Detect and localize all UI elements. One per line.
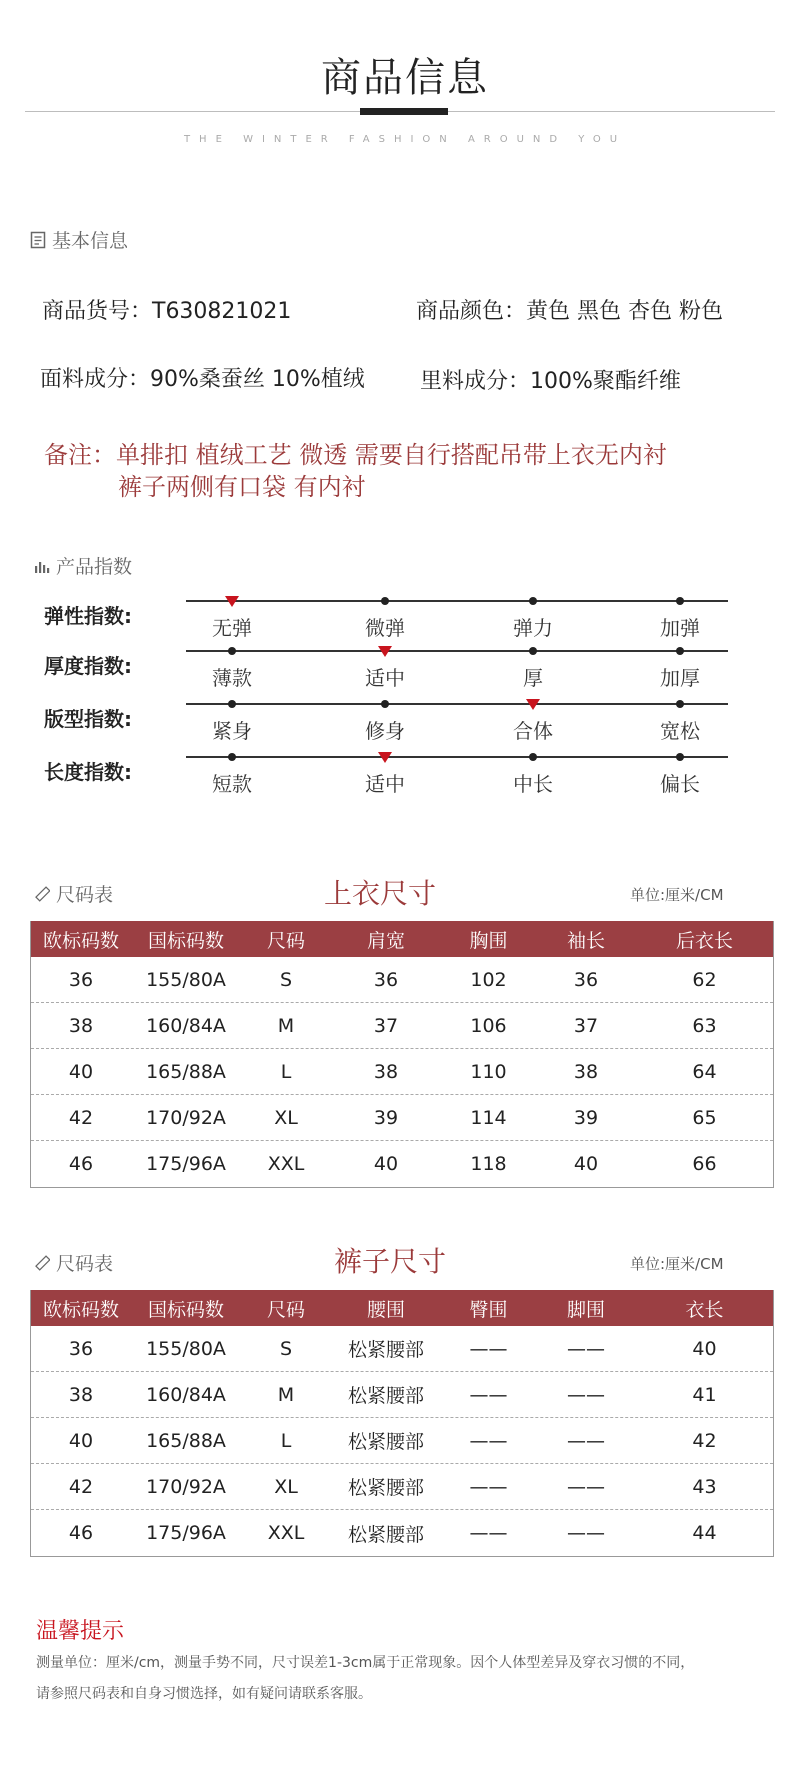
scale-dot [228,700,236,708]
table-row [31,1141,773,1187]
scale-dot [381,597,389,605]
table-cell: 38 [373,1060,399,1083]
table-cell: S [279,968,293,991]
table-cell: 175/96A [146,1153,226,1175]
product-index-heading [34,552,132,579]
column-header: 衣长 [685,1298,724,1321]
table-cell: 64 [692,1060,717,1083]
table-cell: L [280,1429,292,1452]
index-option: 厚 [523,666,543,690]
table-cell: 42 [68,1475,94,1498]
pants-size-table [30,1290,774,1557]
table-row [31,1464,773,1510]
table-cell: 118 [470,1153,507,1175]
table-cell: —— [567,1475,605,1498]
scale-dot [676,700,684,708]
table-cell: XXL [267,1522,305,1544]
table-cell: —— [469,1522,508,1544]
table-row [31,1003,773,1049]
table-cell: 36 [373,968,399,991]
table-cell: —— [567,1429,605,1452]
index-option: 适中 [365,772,405,796]
index-option: 宽松 [660,719,700,743]
table-cell: 松紧腰部 [347,1523,424,1546]
table-cell: 36 [68,1337,94,1360]
index-option: 短款 [212,772,252,796]
item-number: 商品货号：T630821021 [42,299,292,324]
table-cell: 155/80A [146,968,226,991]
table-cell: 41 [692,1383,717,1406]
table-cell: 38 [68,1383,94,1406]
index-option: 适中 [365,666,405,690]
table-cell: M [277,1383,295,1406]
column-header: 腰围 [366,1298,405,1321]
column-header: 脚围 [566,1298,605,1321]
pants-size-unit: 单位:厘米/CM [630,1255,724,1273]
fabric-composition: 面料成分：90%桑蚕丝 10%植绒 [40,367,365,392]
table-cell: 155/80A [146,1337,226,1360]
table-cell: 39 [373,1106,399,1129]
table-cell: 102 [470,968,507,991]
table-cell: 160/84A [146,1014,226,1037]
table-cell: —— [469,1383,508,1406]
index-scale-line [186,600,728,602]
table-cell: 36 [68,968,94,991]
lining-composition: 里料成分：100%聚酯纤维 [420,369,681,394]
table-cell: 39 [573,1106,599,1129]
table-cell: S [279,1337,293,1360]
tips-title: 温馨提示 [36,1619,125,1644]
page-title: 商品信息 [321,55,489,101]
scale-dot [529,647,537,655]
table-cell: 40 [68,1429,94,1452]
index-scale-line [186,650,728,652]
table-header [31,1290,773,1326]
pants-size-section-label-text: 尺码表 [56,1253,114,1275]
selected-marker-icon [378,646,392,657]
table-cell: 44 [692,1522,717,1544]
scale-dot [228,753,236,761]
top-size-title: 上衣尺寸 [323,877,436,910]
index-label: 版型指数: [44,707,132,731]
table-cell: 37 [373,1014,399,1037]
table-cell: —— [469,1475,508,1498]
table-cell: 114 [470,1106,507,1129]
column-header: 袖长 [566,929,605,952]
index-scale-line [186,756,728,758]
table-cell: XL [274,1475,298,1498]
column-header: 尺码 [266,929,305,952]
table-cell: 110 [470,1060,507,1083]
table-cell: XXL [267,1153,305,1175]
table-cell: —— [469,1429,508,1452]
table-cell: 40 [692,1337,717,1360]
table-row [31,1372,773,1418]
index-option: 合体 [513,719,553,743]
document-icon [30,231,46,249]
page-subtitle: THE WINTER FASHION AROUND YOU [183,134,627,145]
column-header: 胸围 [469,929,508,952]
selected-marker-icon [526,699,540,710]
index-option: 弹力 [513,616,553,640]
index-option: 微弹 [365,616,405,640]
table-cell: —— [567,1522,605,1544]
tips-line-1: 测量单位：厘米/cm，测量手势不同，尺寸误差1-3cm属于正常现象。因个人体型差异及穿衣习惯的不同， [36,1655,695,1671]
table-cell: 37 [573,1014,599,1037]
table-cell: XL [274,1106,298,1129]
table-cell: 40 [373,1153,399,1175]
table-cell: —— [567,1337,605,1360]
table-cell: 42 [692,1429,717,1452]
index-label: 厚度指数: [44,654,132,678]
column-header: 后衣长 [675,929,733,952]
selected-marker-icon [225,596,239,607]
table-cell: 36 [573,968,599,991]
top-size-table [30,921,774,1188]
scale-dot [529,753,537,761]
tips-line-2: 请参照尺码表和自身习惯选择，如有疑问请联系客服。 [36,1686,372,1702]
ruler-icon [34,885,50,903]
basic-info-heading-text: 基本信息 [52,230,129,252]
table-cell: 160/84A [146,1383,226,1406]
pants-size-title: 裤子尺寸 [333,1245,446,1278]
column-header: 国标码数 [147,929,224,952]
table-cell: 170/92A [146,1475,226,1498]
table-cell: 38 [68,1014,94,1037]
index-label: 弹性指数: [44,604,132,628]
column-header: 欧标码数 [42,1298,119,1321]
table-row [31,1095,773,1141]
index-option: 修身 [365,719,405,743]
column-header: 国标码数 [147,1298,224,1321]
table-row [31,1326,773,1372]
scale-dot [228,647,236,655]
bar-chart-icon [34,557,50,575]
table-cell: 106 [470,1014,507,1037]
basic-info-heading [30,226,128,253]
table-cell: —— [567,1383,605,1406]
table-cell: 46 [68,1522,94,1544]
ruler-icon [34,1254,50,1272]
index-option: 加厚 [660,666,700,690]
scale-dot [676,753,684,761]
table-cell: M [277,1014,295,1037]
scale-dot [676,597,684,605]
table-cell: L [280,1060,292,1083]
table-header [31,921,773,957]
index-scale-line [186,703,728,705]
title-underline-bar [360,108,448,115]
note-line-1: 备注：单排扣 植绒工艺 微透 需要自行搭配吊带上衣无内衬 [44,441,667,469]
column-header: 肩宽 [366,929,405,952]
note-line-2: 裤子两侧有口袋 有内衬 [118,473,366,501]
item-colors: 商品颜色：黄色 黑色 杏色 粉色 [416,299,723,324]
column-header: 欧标码数 [42,929,119,952]
table-cell: 松紧腰部 [347,1431,424,1453]
index-option: 薄款 [212,666,252,690]
table-cell: 38 [573,1060,599,1083]
scale-dot [529,597,537,605]
table-cell: 175/96A [146,1522,226,1544]
table-row [31,1049,773,1095]
top-size-section-label-text: 尺码表 [56,884,114,906]
pants-size-section-label [34,1249,113,1276]
table-cell: 46 [68,1153,94,1175]
table-row [31,957,773,1003]
table-row [31,1510,773,1556]
table-cell: 松紧腰部 [347,1339,424,1361]
table-cell: 松紧腰部 [347,1477,424,1499]
product-index-heading-text: 产品指数 [56,556,133,578]
scale-dot [676,647,684,655]
table-cell: 165/88A [146,1060,226,1083]
table-cell: 170/92A [146,1106,226,1129]
table-cell: 165/88A [146,1429,226,1452]
table-cell: 40 [573,1153,599,1175]
column-header: 臀围 [469,1298,508,1321]
column-header: 尺码 [266,1298,305,1321]
index-option: 加弹 [660,616,700,640]
index-option: 无弹 [212,616,252,640]
top-size-section-label [34,880,113,907]
index-label: 长度指数: [44,760,132,784]
selected-marker-icon [378,752,392,763]
table-cell: —— [469,1337,508,1360]
index-option: 偏长 [660,772,700,796]
table-cell: 63 [692,1014,717,1037]
table-cell: 62 [692,968,717,991]
table-cell: 43 [692,1475,717,1498]
table-cell: 66 [692,1153,717,1175]
top-size-unit: 单位:厘米/CM [630,886,724,904]
table-cell: 松紧腰部 [347,1385,424,1407]
index-option: 中长 [513,772,553,796]
table-cell: 65 [692,1106,717,1129]
table-cell: 42 [68,1106,94,1129]
index-option: 紧身 [212,719,252,743]
table-cell: 40 [68,1060,94,1083]
table-row [31,1418,773,1464]
scale-dot [381,700,389,708]
